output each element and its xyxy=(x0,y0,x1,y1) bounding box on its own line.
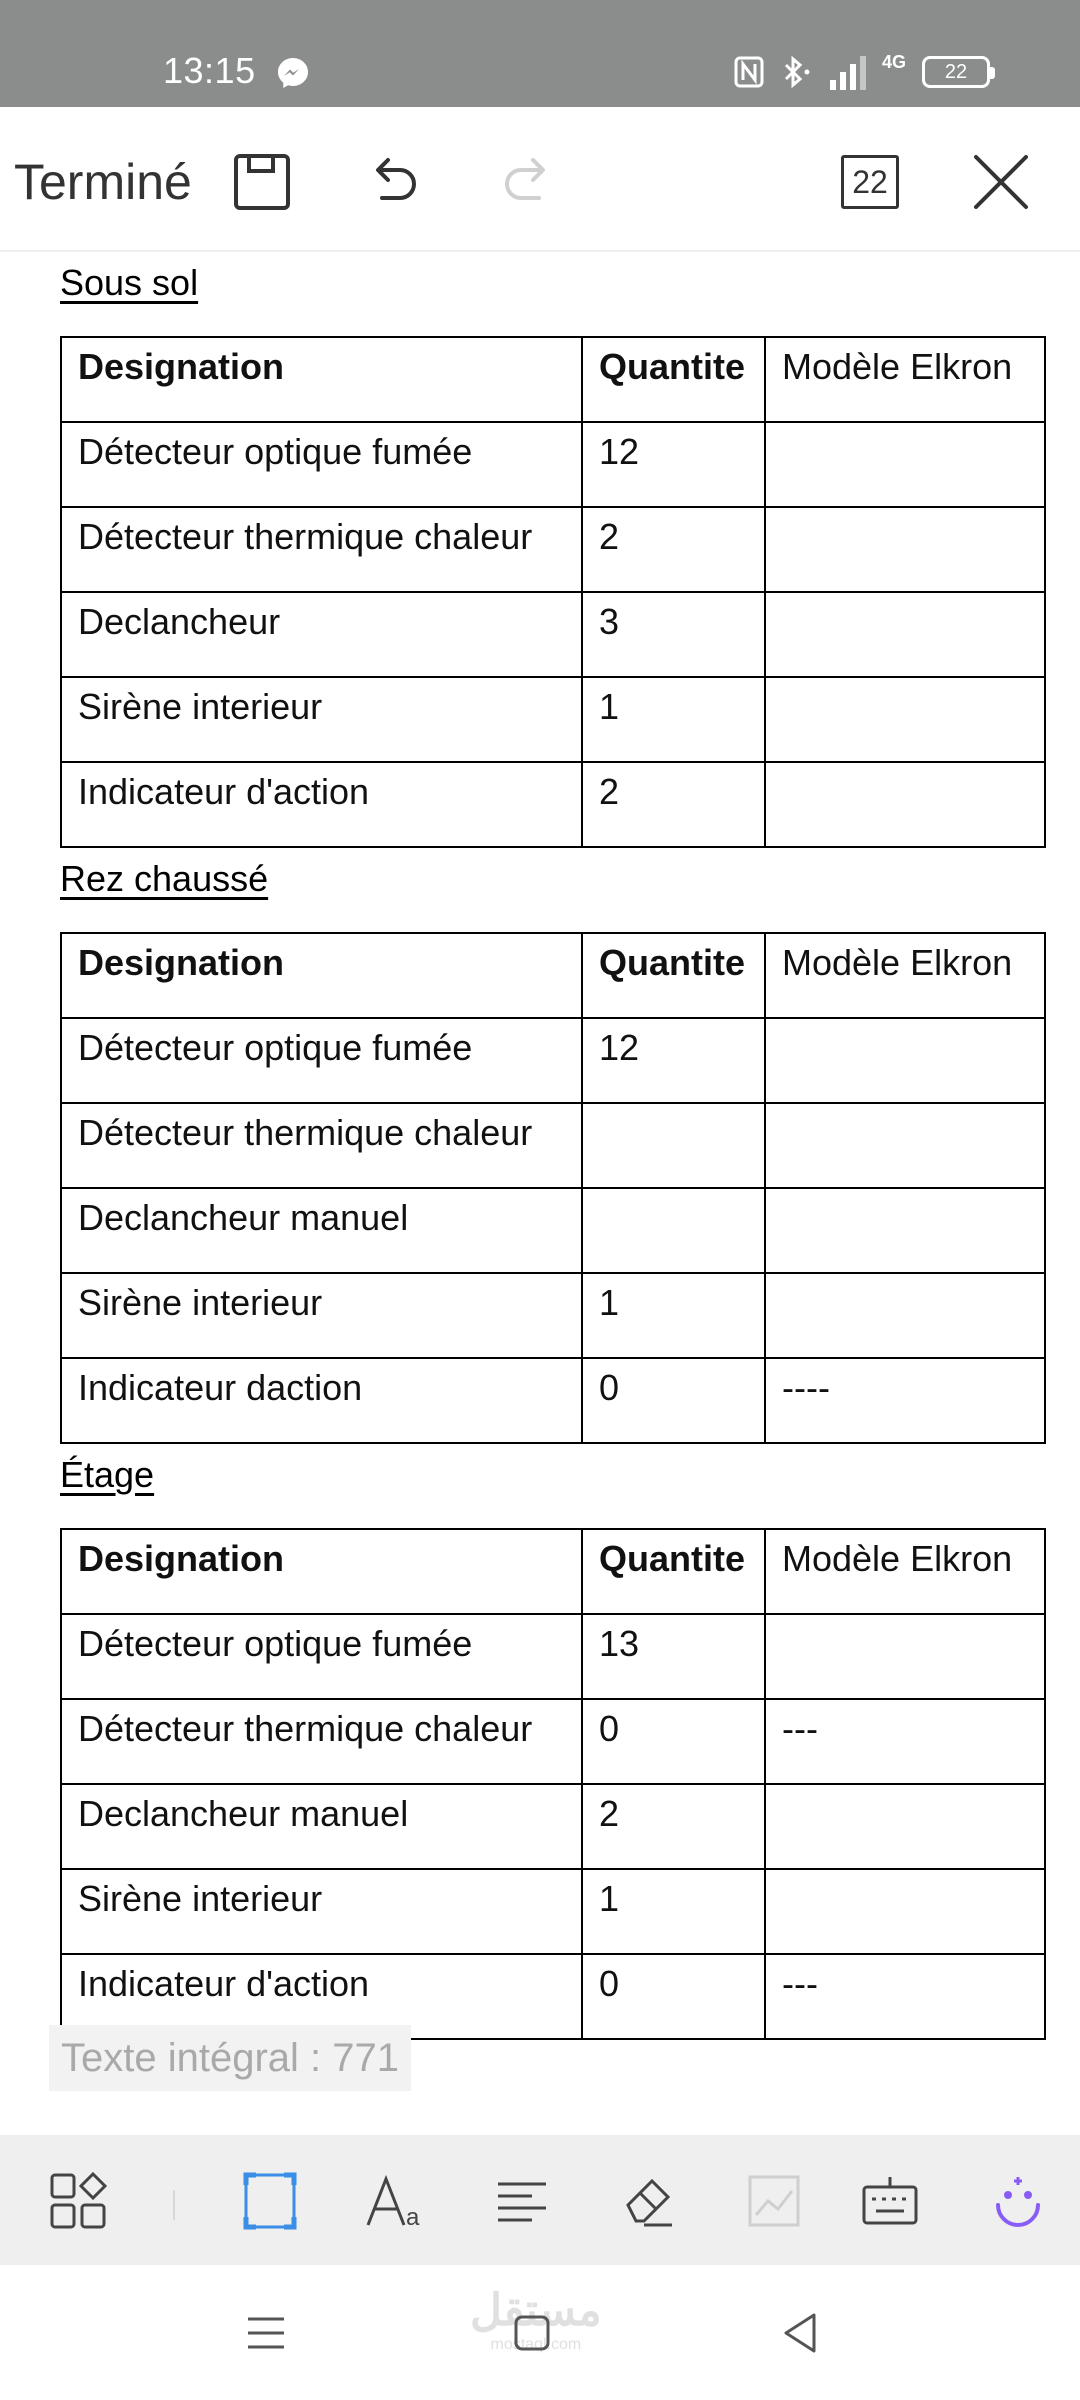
cell-modele[interactable] xyxy=(765,1188,1045,1273)
cell-designation[interactable]: Sirène interieur xyxy=(61,1273,582,1358)
grid-shapes-icon xyxy=(48,2171,108,2231)
layout-button[interactable] xyxy=(42,2165,114,2237)
close-button[interactable] xyxy=(966,147,1036,217)
battery-icon xyxy=(922,56,990,88)
status-icons xyxy=(734,52,990,92)
table-row xyxy=(61,1699,1045,1784)
status-time: 13:15 xyxy=(163,50,256,91)
save-button[interactable] xyxy=(227,147,297,217)
redo-button[interactable] xyxy=(492,147,562,217)
system-nav-bar xyxy=(0,2265,1080,2400)
cell-designation[interactable]: Sirène interieur xyxy=(61,677,582,762)
save-icon xyxy=(233,153,291,211)
messenger-icon xyxy=(276,56,310,90)
table-row xyxy=(61,1188,1045,1273)
bluetooth-icon xyxy=(780,55,814,89)
header-designation: Designation xyxy=(61,337,582,422)
cell-designation[interactable]: Détecteur optique fumée xyxy=(61,422,582,507)
table-row xyxy=(61,1273,1045,1358)
back-triangle-icon xyxy=(780,2311,820,2355)
cell-quantite[interactable]: 2 xyxy=(582,762,765,847)
cell-quantite[interactable]: 2 xyxy=(582,507,765,592)
status-bar xyxy=(0,0,1080,107)
cell-quantite[interactable]: 0 xyxy=(582,1954,765,2039)
table-row xyxy=(61,507,1045,592)
table-row xyxy=(61,677,1045,762)
cell-quantite[interactable]: 1 xyxy=(582,1869,765,1954)
cell-modele[interactable]: --- xyxy=(765,1699,1045,1784)
cell-designation[interactable]: Détecteur thermique chaleur xyxy=(61,1103,582,1188)
page-count: 22 xyxy=(852,163,888,200)
text-align-button[interactable] xyxy=(486,2165,558,2237)
app-toolbar xyxy=(0,107,1080,252)
redo-icon xyxy=(499,154,555,210)
header-quantite: Quantite xyxy=(582,337,765,422)
watermark-sub: mostaql.com xyxy=(490,2336,582,2353)
back-button[interactable] xyxy=(770,2303,830,2363)
cell-designation[interactable]: Détecteur optique fumée xyxy=(61,1018,582,1103)
svg-text:a: a xyxy=(406,2204,420,2231)
table-header-row xyxy=(61,933,1045,1018)
full-text-counter: Texte intégral : 771 xyxy=(49,2025,411,2091)
keyboard-icon xyxy=(860,2173,920,2229)
cell-modele[interactable] xyxy=(765,1103,1045,1188)
chart-button[interactable] xyxy=(738,2165,810,2237)
network-type: 4G xyxy=(881,51,906,72)
cell-designation[interactable]: Declancheur manuel xyxy=(61,1188,582,1273)
align-left-icon xyxy=(494,2176,550,2226)
header-designation: Designation xyxy=(61,933,582,1018)
table-row xyxy=(61,1103,1045,1188)
cell-modele[interactable] xyxy=(765,1614,1045,1699)
equipment-table xyxy=(60,1528,1046,2040)
smiley-assistant-icon xyxy=(990,2173,1046,2229)
header-quantite: Quantite xyxy=(582,1529,765,1614)
cell-quantite[interactable] xyxy=(582,1188,765,1273)
cell-modele[interactable] xyxy=(765,422,1045,507)
cell-modele[interactable] xyxy=(765,1273,1045,1358)
cell-quantite[interactable]: 1 xyxy=(582,677,765,762)
table-row xyxy=(61,762,1045,847)
nfc-icon xyxy=(734,56,764,88)
edit-toolbar xyxy=(0,2135,1080,2265)
cell-quantite[interactable]: 0 xyxy=(582,1358,765,1443)
cell-modele[interactable] xyxy=(765,762,1045,847)
font-style-button[interactable] xyxy=(360,2165,432,2237)
table-header-row xyxy=(61,337,1045,422)
header-modele: Modèle Elkron xyxy=(765,337,1045,422)
undo-icon xyxy=(366,154,422,210)
cell-modele[interactable] xyxy=(765,677,1045,762)
section-title: Sous sol xyxy=(60,262,199,303)
cell-quantite[interactable]: 1 xyxy=(582,1273,765,1358)
cell-designation[interactable]: Détecteur thermique chaleur xyxy=(61,1699,582,1784)
frame-select-button[interactable] xyxy=(234,2165,306,2237)
eraser-button[interactable] xyxy=(612,2165,684,2237)
battery-level: 22 xyxy=(944,60,968,83)
cell-designation[interactable]: Indicateur daction xyxy=(61,1358,582,1443)
cell-designation[interactable]: Détecteur thermique chaleur xyxy=(61,507,582,592)
header-designation: Designation xyxy=(61,1529,582,1614)
table-row xyxy=(61,1784,1045,1869)
cell-modele[interactable] xyxy=(765,1018,1045,1103)
signal-icon xyxy=(830,54,866,90)
equipment-table xyxy=(60,336,1046,848)
document-content xyxy=(60,256,1044,2040)
toolbar-divider xyxy=(173,2190,175,2220)
cell-quantite[interactable]: 0 xyxy=(582,1699,765,1784)
done-button[interactable]: Terminé xyxy=(14,154,192,210)
cell-modele[interactable] xyxy=(765,507,1045,592)
table-header-row xyxy=(61,1529,1045,1614)
cell-designation[interactable]: Détecteur optique fumée xyxy=(61,1614,582,1699)
cell-quantite[interactable]: 12 xyxy=(582,422,765,507)
frame-icon xyxy=(242,2171,298,2231)
equipment-table xyxy=(60,932,1046,1444)
table-row xyxy=(61,422,1045,507)
menu-icon xyxy=(244,2313,288,2353)
font-icon xyxy=(364,2171,428,2231)
table-row xyxy=(61,1018,1045,1103)
header-quantite: Quantite xyxy=(582,933,765,1018)
pages-icon xyxy=(841,155,899,209)
eraser-icon xyxy=(618,2171,678,2231)
cell-modele[interactable] xyxy=(765,592,1045,677)
home-button[interactable] xyxy=(502,2303,562,2363)
home-square-icon xyxy=(512,2313,552,2353)
cell-designation[interactable]: Declancheur xyxy=(61,592,582,677)
recent-apps-button[interactable] xyxy=(236,2303,296,2363)
table-row xyxy=(61,1614,1045,1699)
cell-quantite[interactable]: 12 xyxy=(582,1018,765,1103)
cell-quantite[interactable] xyxy=(582,1103,765,1188)
close-icon xyxy=(972,153,1030,211)
section-title: Rez chaussé xyxy=(60,858,269,899)
page-count-button[interactable] xyxy=(835,147,905,217)
cell-modele[interactable]: --- xyxy=(765,1954,1045,2039)
header-modele: Modèle Elkron xyxy=(765,1529,1045,1614)
cell-modele[interactable] xyxy=(765,1869,1045,1954)
assistant-button[interactable] xyxy=(982,2165,1054,2237)
undo-button[interactable] xyxy=(359,147,429,217)
table-row xyxy=(61,592,1045,677)
header-modele: Modèle Elkron xyxy=(765,933,1045,1018)
section-title: Étage xyxy=(60,1454,155,1495)
cell-designation[interactable]: Declancheur manuel xyxy=(61,1784,582,1869)
cell-designation[interactable]: Indicateur d'action xyxy=(61,1954,582,2039)
cell-quantite[interactable]: 3 xyxy=(582,592,765,677)
chart-icon xyxy=(746,2173,802,2229)
cell-modele[interactable]: ---- xyxy=(765,1358,1045,1443)
cell-quantite[interactable]: 2 xyxy=(582,1784,765,1869)
table-row xyxy=(61,1358,1045,1443)
keyboard-button[interactable] xyxy=(854,2165,926,2237)
watermark-text: مستقل xyxy=(470,2286,602,2335)
cell-designation[interactable]: Indicateur d'action xyxy=(61,762,582,847)
cell-quantite[interactable]: 13 xyxy=(582,1614,765,1699)
cell-modele[interactable] xyxy=(765,1784,1045,1869)
cell-designation[interactable]: Sirène interieur xyxy=(61,1869,582,1954)
table-row xyxy=(61,1869,1045,1954)
